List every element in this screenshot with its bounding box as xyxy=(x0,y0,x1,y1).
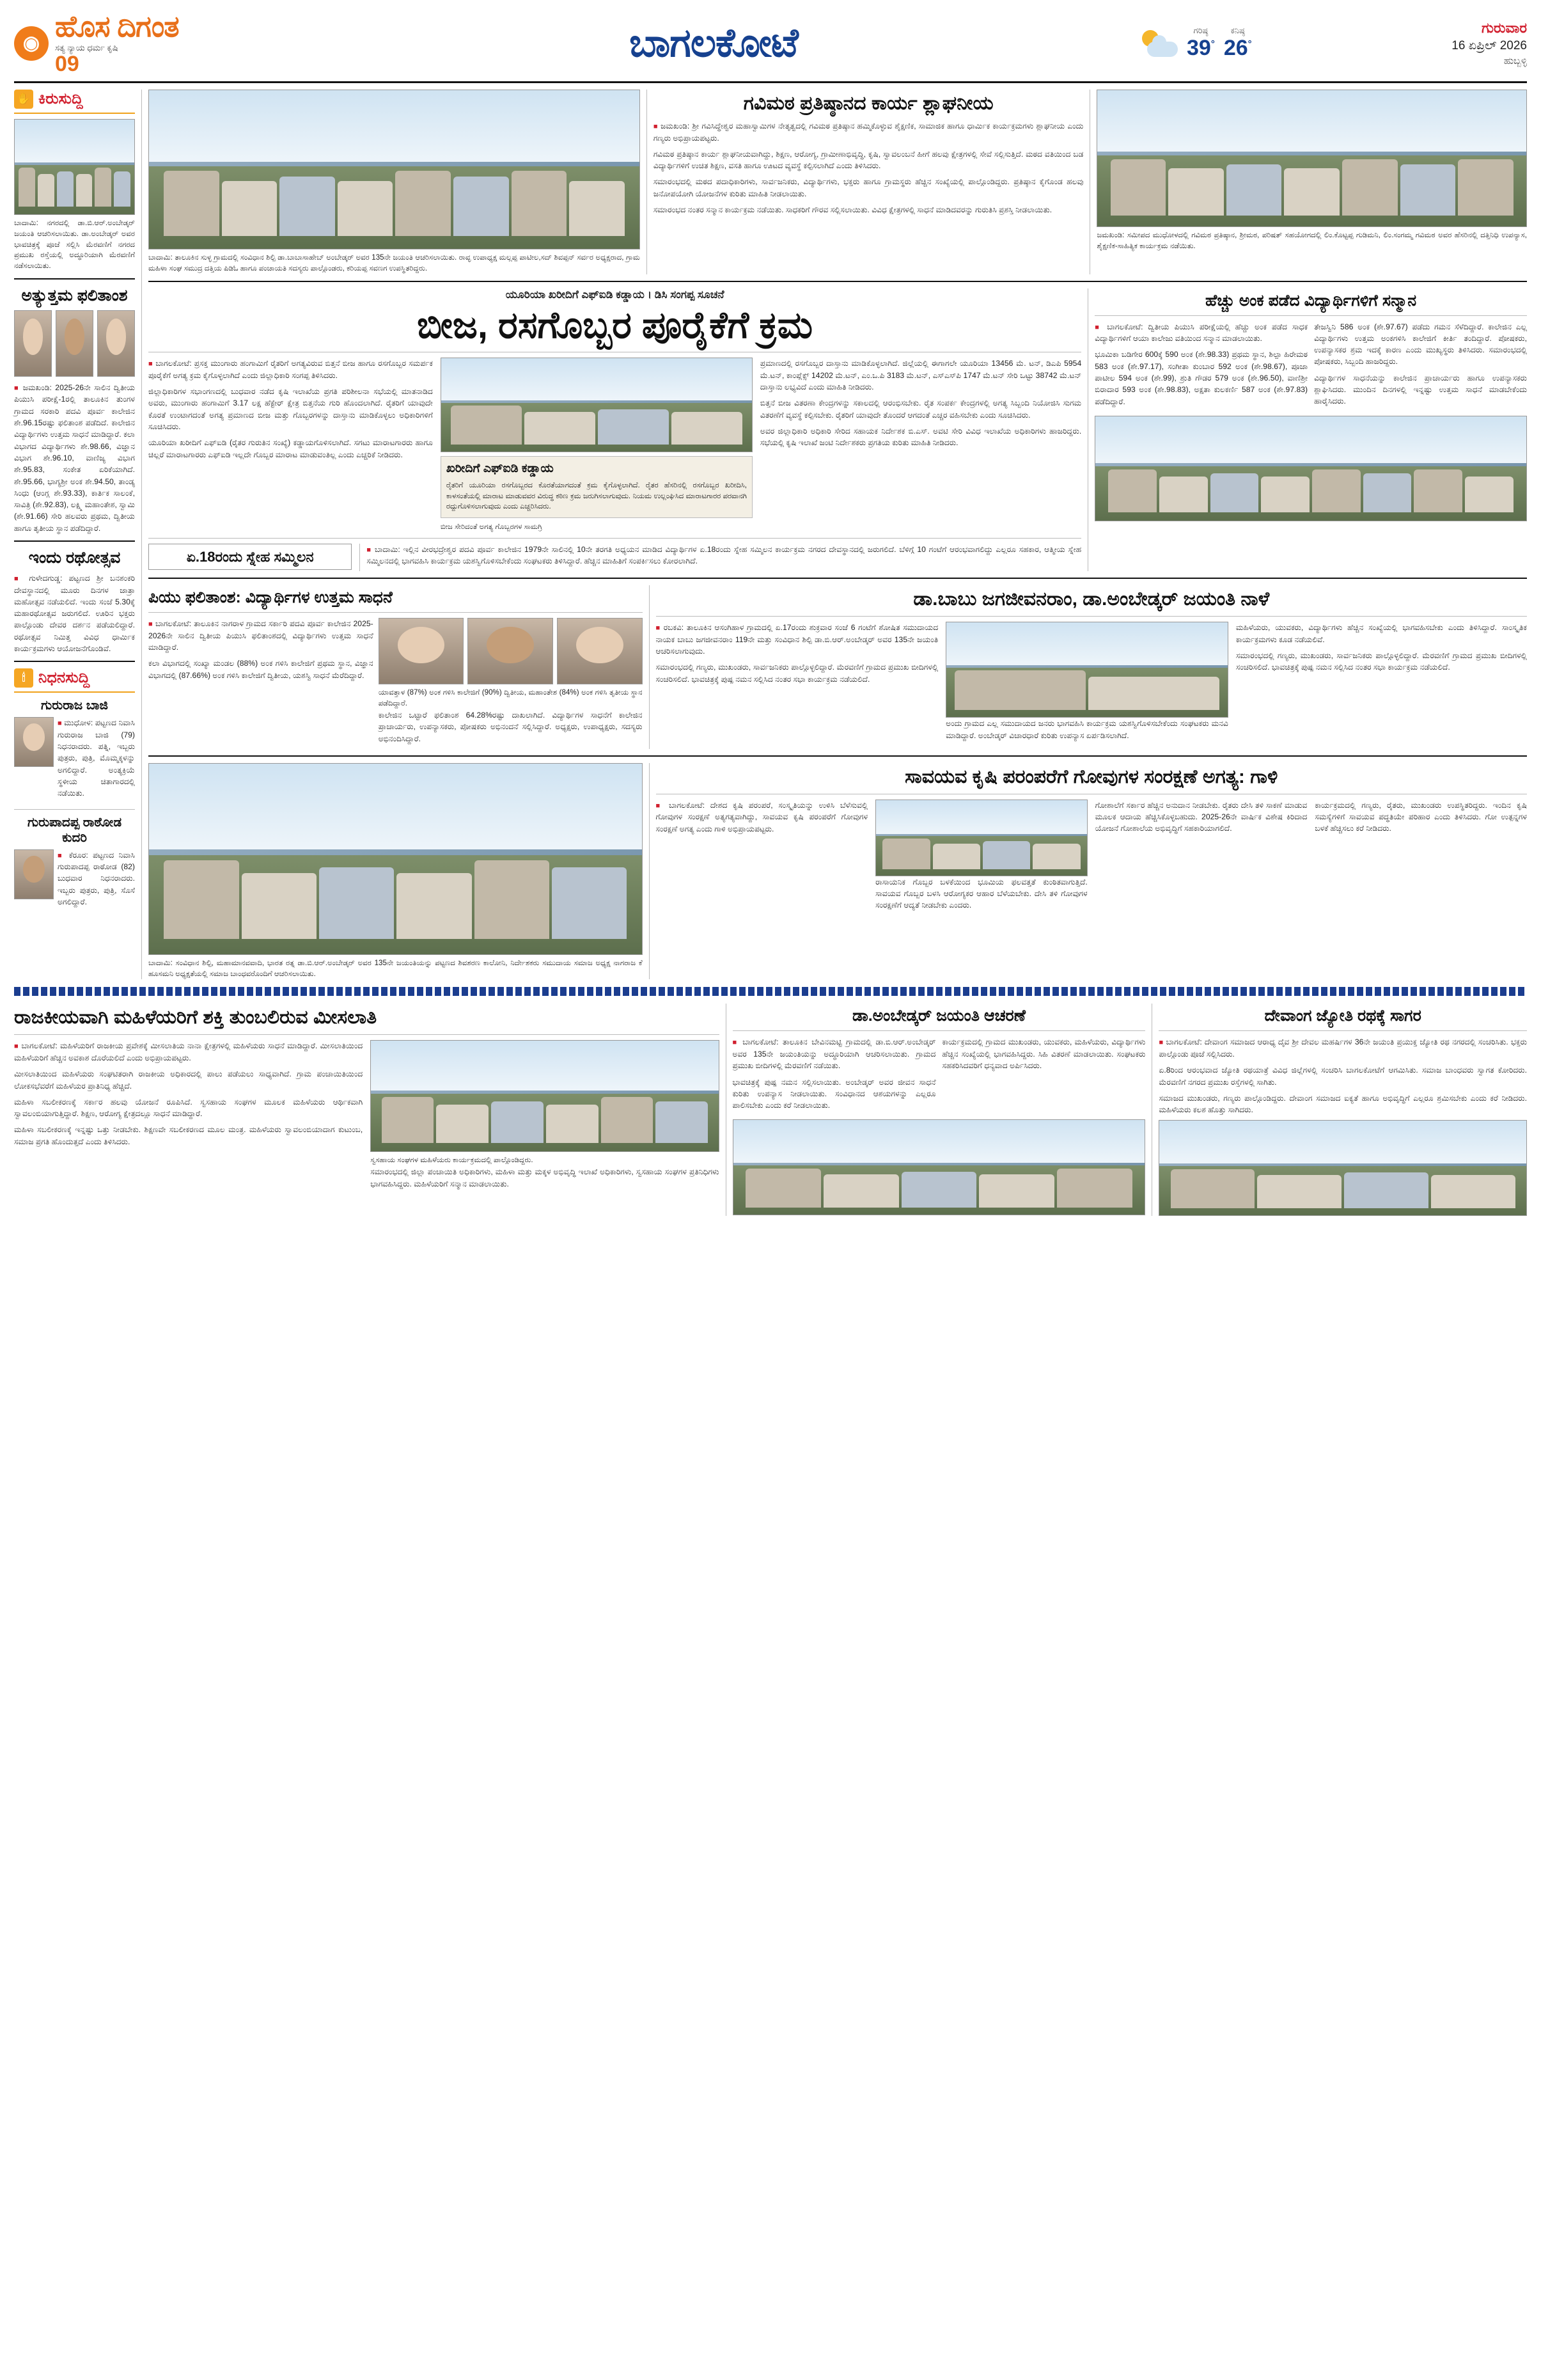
top-photo-caption-2: ಜಮಖಂಡಿ: ಸಮೀಪದ ಮುಧೋಳದಲ್ಲಿ ಗವಿಮಠ ಪ್ರತಿಷ್ಠಾನ, ಶ್ರೀಮಠ, ಪರಿಷತ್ ಸಹಯೋಗದಲ್ಲಿ ಲಿಂ.ಕೊಟ್ಟಪ್ಪ ಗುಡಿಮನಿ, ಲಿಂ.ಸಂಗಮ್ಮ ಗವಿಮಠ ಅವರ ಹೆಸರಿನಲ್ಲಿ ದತ್ತಿನಿಧಿ ಉಪನ್ಯಾಸ, ಶೈಕ್ಷಣಿಕ-ಸಾಹಿತ್ಯಿಕ ಕಾರ್ಯಕ್ರಮ ನಡೆಯಿತು. xyxy=(1097,231,1527,250)
max-temp xyxy=(1187,26,1215,61)
women-reservation-block xyxy=(14,1004,719,1216)
city-name: ಹುಬ್ಬಳ್ಳಿ xyxy=(1503,56,1527,67)
headline-honour: ಹೆಚ್ಚು ಅಂಕ ಪಡೆದ ವಿದ್ಯಾರ್ಥಿಗಳಿಗೆ ಸನ್ಮಾನ xyxy=(1205,291,1417,310)
women-p3: ಮಹಿಳಾ ಸಬಲೀಕರಣಕ್ಕೆ ಸರ್ಕಾರ ಹಲವು ಯೋಜನೆ ರೂಪಿಸಿದೆ. ಸ್ವಸಹಾಯ ಸಂಘಗಳ ಮೂಲಕ ಮಹಿಳೆಯರು ಆರ್ಥಿಕವಾಗಿ ಸ್ವಾವಲಂಬಿಯಾಗುತ್ತಿದ್ದಾರೆ. ಶಿಕ್ಷಣ, ಆರೋಗ್ಯ ಕ್ಷೇತ್ರದಲ್ಲೂ ಸಾಧನೆ ಮಾಡಿದ್ದಾರೆ. xyxy=(14,1097,363,1119)
ratha-text: ■ ಗುಳೇದಗುಡ್ಡ: ಪಟ್ಟಣದ ಶ್ರೀ ಬನಶಂಕರಿ ದೇವಸ್ಥಾನದಲ್ಲಿ ಮೂರು ದಿನಗಳ ಜಾತ್ರಾ ಮಹೋತ್ಸವ ನಡೆಯಲಿದೆ. ಇಂದು ಸಂಜೆ 5.30ಕ್ಕೆ ಮಹಾರಥೋತ್ಸವ ಜರುಗಲಿದೆ. ಊರಿನ ಭಕ್ತರು ಪಾಲ್ಗೊಂಡು ದೇವರ ದರ್ಶನ ಪಡೆಯಲಿದ್ದಾರೆ. ರಥೋತ್ಸವ ನಿಮಿತ್ತ ವಿವಿಧ ಧಾರ್ಮಿಕ ಕಾರ್ಯಕ್ರಮಗಳು ಆಯೋಜನೆಗೊಂಡಿವೆ. xyxy=(14,572,135,654)
main-grid xyxy=(14,90,1527,979)
badge-post: ಸುದ್ದಿ xyxy=(58,90,83,107)
pu-extra: ಕಾಲೇಜಿನ ಒಟ್ಟಾರೆ ಫಲಿತಾಂಶ 64.28%ರಷ್ಟು ದಾಖಲಾಗಿದೆ. ವಿದ್ಯಾರ್ಥಿಗಳ ಸಾಧನೆಗೆ ಕಾಲೇಜಿನ ಪ್ರಾಚಾರ್ಯರು, ಉಪನ್ಯಾಸಕರು, ಪೋಷಕರು ಅಭಿನಂದನೆ ಸಲ್ಲಿಸಿದ್ದಾರೆ. ಅಧ್ಯಕ್ಷರು, ಉಪಾಧ್ಯಕ್ಷರು, ಸದಸ್ಯರು ಅಭಿನಂದಿಸಿದ್ದಾರೆ. xyxy=(378,710,643,743)
gavimath-p1: ■ ಜಮಖಂಡಿ: ಶ್ರೀ ಗವಿಸಿದ್ಧೇಶ್ವರ ಮಹಾಸ್ವಾಮಿಗಳ ನೇತೃತ್ವದಲ್ಲಿ ಗವಿಮಠ ಪ್ರತಿಷ್ಠಾನ ಹಮ್ಮಿಕೊಳ್ಳುವ ಶೈಕ್ಷಣಿಕ, ಸಾಮಾಜಿಕ ಹಾಗೂ ಧಾರ್ಮಿಕ ಕಾರ್ಯಕ್ರಮಗಳು ಶ್ಲಾಘನೀಯ ಎಂದು ಗಣ್ಯರು ಅಭಿಪ್ರಾಯಪಟ್ಟರು. xyxy=(653,120,1084,144)
meeting-title: ಏ.18ರಂದು ಸ್ನೇಹ ಸಮ್ಮಿಲನ xyxy=(148,544,352,571)
main-content xyxy=(148,90,1527,979)
pu-ambedkar-section xyxy=(148,585,1527,748)
lead-headline: ಬೀಜ, ರಸಗೊಬ್ಬರ ಪೂರೈಕೆಗೆ ಕ್ರಮ xyxy=(417,304,813,346)
gavimath-p4: ಸಮಾರಂಭದ ನಂತರ ಸನ್ಮಾನ ಕಾರ್ಯಕ್ರಮ ನಡೆಯಿತು. ಸಾಧಕರಿಗೆ ಗೌರವ ಸಲ್ಲಿಸಲಾಯಿತು. ವಿವಿಧ ಕ್ಷೇತ್ರಗಳಲ್ಲಿ ಸಾಧನೆ ಮಾಡಿದವರನ್ನು ಗುರುತಿಸಿ ಪ್ರಶಸ್ತಿ ನೀಡಲಾಯಿತು. xyxy=(653,205,1052,214)
honour-p1: ■ ಬಾಗಲಕೋಟೆ: ದ್ವಿತೀಯ ಪಿಯುಸಿ ಪರೀಕ್ಷೆಯಲ್ಲಿ ಹೆಚ್ಚು ಅಂಕ ಪಡೆದ ಸಾಧಕ ವಿದ್ಯಾರ್ಥಿಗಳಿಗೆ ಆಯಾ ಕಾಲೇಜು ವತಿಯಿಂದ ಸನ್ಮಾನ ಮಾಡಲಾಯಿತು. xyxy=(1095,321,1308,345)
deity-rath-block xyxy=(1152,1004,1527,1216)
photo-leader-portrait xyxy=(946,622,1228,718)
headline-results: ಅತ್ಯುತ್ತಮ ಫಲಿತಾಂಶ xyxy=(21,286,128,304)
amb-obs-p2: ಭಾವಚಿತ್ರಕ್ಕೆ ಪುಷ್ಪ ನಮನ ಸಲ್ಲಿಸಲಾಯಿತು. ಅಂಬೇಡ್ಕರ್ ಅವರ ಜೀವನ ಸಾಧನೆ ಕುರಿತು ಉಪನ್ಯಾಸ ನೀಡಲಾಯಿತು. ಸಂವಿಧಾನದ ಆಶಯಗಳನ್ನು ಎಲ್ಲರೂ ಪಾಲಿಸಬೇಕು ಎಂದು ಕರೆ ನೀಡಲಾಯಿತು. xyxy=(732,1077,936,1110)
results-text: ■ ಜಮಖಂಡಿ: 2025-26ನೇ ಸಾಲಿನ ದ್ವಿತೀಯ ಪಿಯುಸಿ ಪರೀಕ್ಷೆ-1ರಲ್ಲಿ ತಾಲೂಕಿನ ತುಂಗಳ ಗ್ರಾಮದ ಸರಕಾರಿ ಪದವಿ ಪೂರ್ವ ಕಾಲೇಜಿನ ಶೇ.96.15ರಷ್ಟು ಫಲಿತಾಂಶ ಪಡೆದಿದೆ. ಕಾಲೇಜಿನ ವಿದ್ಯಾರ್ಥಿಗಳು ಉತ್ತಮ ಸಾಧನೆ ಮಾಡಿದ್ದಾರೆ. ಕಲಾ ವಿಭಾಗದ ವಿದ್ಯಾರ್ಥಿಗಳು ಶೇ.98.66, ವಿಜ್ಞಾನ ವಿಭಾಗ ಶೇ.96.10, ವಾಣಿಜ್ಯ ವಿಭಾಗ ಶೇ.95.83, ಸಂಕೇತ ಏರಿಕೆಯಾಗಿದೆ. ಶೇ.95.66, ಭಾಗ್ಯಶ್ರೀ ಅಂಕ ಶೇ.94.50, ತಾಂಡ್ಯ ಸಿಂಧು (ಆಂಗ್ಲ ಶೇ.93.33), ಕಾರ್ತಿಕ ಸಾಲಂಕೆ, ಸಾವಿತ್ರಿ (ಶೇ.92.83), ಲಕ್ಷ್ಮಿ ಮಹಾಂತೇಶ, ಸ್ವಾಮಿ (ಶೇ.91.66) ಸೇರಿ ಹಲವರು ಪ್ರಥಮ, ದ್ವಿತೀಯ ಹಾಗೂ ತೃತೀಯ ಸ್ಥಾನ ಪಡೆದಿದ್ದಾರೆ. xyxy=(14,382,135,534)
amb-p2-dup: ಸಮಾರಂಭದಲ್ಲಿ ಗಣ್ಯರು, ಮುಖಂಡರು, ಸಾರ್ವಜನಿಕರು ಪಾಲ್ಗೊಳ್ಳಲಿದ್ದಾರೆ. ಮೆರವಣಿಗೆ ಗ್ರಾಮದ ಪ್ರಮುಖ ಬೀದಿಗಳಲ್ಲಿ ಸಂಚರಿಸಲಿದೆ. ಭಾವಚಿತ್ರಕ್ಕೆ ಪುಷ್ಪ ನಮನ ಸಲ್ಲಿಸಿದ ನಂತರ ಸಭಾ ಕಾರ್ಯಕ್ರಮ ನಡೆಯಲಿದೆ. xyxy=(1235,650,1527,672)
min-temp xyxy=(1224,26,1252,61)
pullquote-text: ರೈತರಿಗೆ ಯೂರಿಯಾ ರಸಗೊಬ್ಬರದ ಕೊರತೆಯಾಗದಂತೆ ಕ್ರಮ ಕೈಗೊಳ್ಳಲಾಗಿದೆ. ರೈತರ ಹೆಸರಿನಲ್ಲಿ ರಸಗೊಬ್ಬರ ಖರೀದಿಸಿ, ಕಾಳಸಂತೆಯಲ್ಲಿ ಮಾರಾಟ ಮಾಡುವವರ ವಿರುದ್ಧ ಕಠಿಣ ಕ್ರಮ ಜರುಗಿಸಲಾಗುವುದು. ನಿಯಮ ಉಲ್ಲಂಘಿಸಿದ ಮಾರಾಟಗಾರರ ಪರವಾನಗಿ ರದ್ದುಗೊಳಿಸಲಾಗುವುದು ಎಂದು ಎಚ್ಚರಿಸಿದರು. xyxy=(446,482,747,511)
amb-p4: ಮಹಿಳೆಯರು, ಯುವಕರು, ವಿದ್ಯಾರ್ಥಿಗಳು ಹೆಚ್ಚಿನ ಸಂಖ್ಯೆಯಲ್ಲಿ ಭಾಗವಹಿಸಬೇಕು ಎಂದು ತಿಳಿಸಿದ್ದಾರೆ. ಸಾಂಸ್ಕೃತಿಕ ಕಾರ್ಯಕ್ರಮಗಳು ಕೂಡ ನಡೆಯಲಿವೆ. xyxy=(1235,623,1527,644)
mugshot xyxy=(467,618,553,684)
org-p3: ಗೋಶಾಲೆಗೆ ಸರ್ಕಾರ ಹೆಚ್ಚಿನ ಅನುದಾನ ನೀಡಬೇಕು. ರೈತರು ದೇಸಿ ತಳಿ ಸಾಕಣೆ ಮಾಡುವ ಮೂಲಕ ಆದಾಯ ಹೆಚ್ಚಿಸಿಕೊಳ್ಳಬಹುದು. 2025-26ನೇ ವಾರ್ಷಿಕ ವಿಶೇಷ ಕಿರಿದಾದ ಯೋಜನೆ ಗೋಶಾಲೆಯ ಅಭಿವೃದ್ಧಿಗೆ ಸಹಕಾರಿಯಾಗಲಿದೆ. xyxy=(1095,800,1308,833)
meeting-notice xyxy=(148,544,1081,572)
honour-scores: ಭೂಮಿಕಾ ಬಡಿಗೇರ 600ಕ್ಕೆ 590 ಅಂಕ (ಶೇ.98.33) ಪ್ರಥಮ ಸ್ಥಾನ, ಶಿಲ್ಪಾ ಹಿರೇಮಠ 583 ಅಂಕ (ಶೇ.97.17), ಸಂಗೀತಾ ಕುಂಬಾರ 592 ಅಂಕ (ಶೇ.98.67), ಪೂಜಾ ಪಾಟೀಲ 594 ಅಂಕ (ಶೇ.99), ಶ್ರುತಿ ಗೌಡರ 579 ಅಂಕ (ಶೇ.96.50), ವಾಣಿಶ್ರೀ ಬಿರಾದಾರ 593 ಅಂಕ (ಶೇ.98.83), ಅಕ್ಷತಾ ಕುಲಕರ್ಣಿ 587 ಅಂಕ (ಶೇ.97.83) ಪಡೆದಿದ್ದಾರೆ. xyxy=(1095,350,1308,406)
logo-icon: ◉ xyxy=(14,26,49,61)
obit-badge-post: ಸುದ್ದಿ xyxy=(65,669,90,687)
org-p2: ರಾಸಾಯನಿಕ ಗೊಬ್ಬರ ಬಳಕೆಯಿಂದ ಭೂಮಿಯ ಫಲವತ್ತತೆ ಕುಂಠಿತವಾಗುತ್ತಿದೆ. ಸಾವಯವ ಗೊಬ್ಬರ ಬಳಸಿ ಆರೋಗ್ಯಕರ ಆಹಾರ ಬೆಳೆಯಬೇಕು. ದೇಸಿ ತಳಿ ಗೋವುಗಳ ಸಂರಕ್ಷಣೆಗೆ ಆದ್ಯತೆ ನೀಡಬೇಕು ಎಂದರು. xyxy=(875,877,1088,910)
obit-badge-pre: ನಿಧನ xyxy=(38,669,66,687)
women-p5: ಸಮಾರಂಭದಲ್ಲಿ ಜಿಲ್ಲಾ ಪಂಚಾಯಿತಿ ಅಧಿಕಾರಿಗಳು, ಮಹಿಳಾ ಮತ್ತು ಮಕ್ಕಳ ಅಭಿವೃದ್ಧಿ ಇಲಾಖೆ ಅಧಿಕಾರಿಗಳು, ಸ್ವಸಹಾಯ ಸಂಘಗಳ ಪ್ರತಿನಿಧಿಗಳು ಭಾಗವಹಿಸಿದ್ದರು. ಮಹಿಳೆಯರಿಗೆ ಸನ್ಮಾನ ಮಾಡಲಾಯಿತು. xyxy=(370,1167,719,1188)
headline-ambedkar: ಡಾ.ಬಾಬು ಜಗಜೀವನರಾಂ, ಡಾ.ಅಂಬೇಡ್ಕರ್ ಜಯಂತಿ ನಾಳೆ xyxy=(913,588,1270,610)
obituary-portrait-1 xyxy=(14,717,54,767)
big-photo-block xyxy=(148,763,643,980)
obituary-text-1: ■ ಮುಧೋಳ: ಪಟ್ಟಣದ ನಿವಾಸಿ ಗುರುರಾಜ ಬಾಜಿ (79) ನಿಧನರಾದರು. ಪತ್ನಿ, ಇಬ್ಬರು ಪುತ್ರರು, ಪುತ್ರಿ, ಮೊಮ್ಮಕ್ಕಳನ್ನು ಅಗಲಿದ್ದಾರೆ. ಅಂತ್ಯಕ್ರಿಯೆ ಸ್ಥಳೀಯ ಚಿತಾಗಾರದಲ್ಲಿ ನಡೆಯಿತು. xyxy=(58,717,135,799)
honour-tail: ತೇಜಸ್ವಿನಿ 586 ಅಂಕ (ಶೇ.97.67) ಪಡೆದು ಗಮನ ಸೆಳೆದಿದ್ದಾರೆ. ಕಾಲೇಜಿನ ಎಲ್ಲ ವಿದ್ಯಾರ್ಥಿಗಳು ಉತ್ತಮ ಅಂಕಗಳಿಸಿ ಕಾಲೇಜಿಗೆ ಕೀರ್ತಿ ತಂದಿದ್ದಾರೆ. ಪೋಷಕರು, ಉಪನ್ಯಾಸಕರ ಶ್ರಮ ಇದಕ್ಕೆ ಕಾರಣ ಎಂದು ಮುಖ್ಯಸ್ಥರು ತಿಳಿಸಿದರು. ಸಮಾರಂಭದಲ್ಲಿ ಪೋಷಕರು, ಸಿಬ್ಬಂದಿ ಹಾಜರಿದ್ದರು. xyxy=(1314,322,1527,366)
section-divider-band xyxy=(14,987,1527,996)
meeting-text: ■ ಬಾದಾಮಿ: ಇಲ್ಲಿನ ವೀರಭದ್ರೇಶ್ವರ ಪದವಿ ಪೂರ್ವ ಕಾಲೇಜಿನ 1979ನೇ ಸಾಲಿನಲ್ಲಿ 10ನೇ ತರಗತಿ ಅಧ್ಯಯನ ಮಾಡಿದ ವಿದ್ಯಾರ್ಥಿಗಳ ಏ.18ರಂದು ಸ್ನೇಹ ಸಮ್ಮಿಲನ ಕಾರ್ಯಕ್ರಮ ನಗರದ ದೇವಸ್ಥಾನದಲ್ಲಿ ಜರುಗಲಿದೆ. ಬೆಳಿಗ್ಗೆ 10 ಗಂಟೆಗೆ ಆರಂಭವಾಗಲಿದ್ದು ಎಲ್ಲರೂ ಸಹಕಾರ, ಆತ್ಮೀಯ ಸ್ನೇಹ ಸಮ್ಮಿಲನದಲ್ಲಿ ಭಾಗವಹಿಸಿ ಕಾರ್ಯಕ್ರಮ ಯಶಸ್ವಿಗೊಳಿಸಬೇಕೆಂದು ಸಂಘಟಕರು ತಿಳಿಸಿದ್ದಾರೆ. ಹೆಚ್ಚಿನ ಮಾಹಿತಿಗೆ ಸಂಪರ್ಕಿಸಲು ಕೋರಲಾಗಿದೆ. xyxy=(366,544,1081,567)
masthead xyxy=(14,12,1527,83)
badge-pre: ಕಿರು xyxy=(38,90,59,107)
hand-icon: ✋ xyxy=(14,90,33,109)
lead-eyebrow: ಯೂರಿಯಾ ಖರೀದಿಗೆ ಎಫ್‌ಐಡಿ ಕಡ್ಡಾಯ । ಡಿಸಿ ಸಂಗಪ್ಪ ಸೂಚನೆ xyxy=(505,288,724,301)
obituary-name-2: ಗುರುಪಾದಪ್ಪ ರಾಠೋಡ ಕುದರಿ xyxy=(27,815,122,845)
lead-p6: ಅವರ ಜಿಲ್ಲಾಧಿಕಾರಿ ಅಧಿಕಾರಿ ಸೇರಿದ ಸಹಾಯಕ ನಿರ್ದೇಶಕ ಬಿ.ಎಸ್. ಅವಟಿ ಸೇರಿ ವಿವಿಧ ಇಲಾಖೆಯ ಅಧಿಕಾರಿಗಳು ಹಾಜರಿದ್ದರು. ಸಭೆಯಲ್ಲಿ ಕೃಷಿ ಇಲಾಖೆ ಜಂಟಿ ನಿರ್ದೇಶಕರು ಪ್ರಗತಿಯ ಕುರಿತು ಮಾಹಿತಿ ನೀಡಿದರು. xyxy=(760,426,1082,448)
top-story-block xyxy=(646,90,1084,274)
mugshot xyxy=(97,310,135,377)
deity-p3: ಸಮಾಜದ ಮುಖಂಡರು, ಗಣ್ಯರು ಪಾಲ್ಗೊಂಡಿದ್ದರು. ದೇವಾಂಗ ಸಮಾಜದ ಐಕ್ಯತೆ ಹಾಗೂ ಅಭಿವೃದ್ಧಿಗೆ ಎಲ್ಲರೂ ಶ್ರಮಿಸಬೇಕು ಎಂದು ಕರೆ ನೀಡಿದರು. ಮಹಿಳೆಯರು ಕಲಶ ಹೊತ್ತು ಸಾಗಿದರು. xyxy=(1159,1093,1527,1115)
bottom-section xyxy=(14,1004,1527,1216)
photo-ambedkar-celebration xyxy=(148,763,643,955)
big-photo-caption: ಬಾದಾಮಿ: ಸಂವಿಧಾನ ಶಿಲ್ಪಿ, ಮಹಾಮಾನವವಾದಿ, ಭಾರತ ರತ್ನ ಡಾ.ಬಿ.ಆರ್.ಅಂಬೇಡ್ಕರ್ ಅವರ 135ನೇ ಜಯಂತಿಯನ್ನು ಪಟ್ಟಣದ ಶಿವಶರಣ ಕಾಲೋನಿ, ನಿರ್ದೇಶಕರು ಸಮುದಾಯ ಸಮಾಜ ಅಧ್ಯಕ್ಷ ನಾಗರಾಜ ಕೆ ಹೂಸಮನಿ ಅಧ್ಯಕ್ಷತೆಯಲ್ಲಿ ಸಮಾಜ ಬಾಂಧವರೊಂದಿಗೆ ಆಚರಿಸಲಾಯಿತು. xyxy=(148,958,643,978)
obituary-text-2: ■ ಕೆರೂರ: ಪಟ್ಟಣದ ನಿವಾಸಿ ಗುರುಪಾದಪ್ಪ ರಾಠೋಡ (82) ಬುಧವಾರ ನಿಧನರಾದರು. ಇಬ್ಬರು ಪುತ್ರರು, ಪುತ್ರಿ, ಸೊಸೆ ಅಗಲಿದ್ದಾರೆ. xyxy=(58,849,135,908)
headline-ratha: ಇಂದು ರಥೋತ್ಸವ xyxy=(28,549,121,567)
amb-p3: ಅಂದು ಗ್ರಾಮದ ಎಲ್ಲ ಸಮುದಾಯದ ಜನರು ಭಾಗವಹಿಸಿ ಕಾರ್ಯಕ್ರಮ ಯಶಸ್ವಿಗೊಳಿಸಬೇಕೆಂದು ಸಂಘಟಕರು ಮನವಿ ಮಾಡಿದ್ದಾರೆ. ಅಂಬೇಡ್ಕರ್ ವಿಚಾರಧಾರೆ ಕುರಿತು ಉಪನ್ಯಾಸ ಏರ್ಪಡಿಸಲಾಗಿದೆ. xyxy=(946,719,1228,740)
org-p4: ಕಾರ್ಯಕ್ರಮದಲ್ಲಿ ಗಣ್ಯರು, ರೈತರು, ಮುಖಂಡರು ಉಪಸ್ಥಿತರಿದ್ದರು. ಇಂದಿನ ಕೃಷಿ ಸಮಸ್ಯೆಗಳಿಗೆ ಸಾವಯವ ಪದ್ಧತಿಯೇ ಪರಿಹಾರ ಎಂದು ತಿಳಿಸಿದರು. ಗೋ ಉತ್ಪನ್ನಗಳ ಬಳಕೆ ಹೆಚ್ಚಿಸಲು ಕರೆ ನೀಡಿದರು. xyxy=(1315,800,1527,833)
lead-body xyxy=(148,358,1081,532)
deity-p1: ■ ಬಾಗಲಕೋಟೆ: ದೇವಾಂಗ ಸಮಾಜದ ಆರಾಧ್ಯ ದೈವ ಶ್ರೀ ದೇವಲ ಮಹರ್ಷಿಗಳ 36ನೇ ಜಯಂತಿ ಪ್ರಯುಕ್ತ ಜ್ಯೋತಿ ರಥ ನಗರದಲ್ಲಿ ಸಂಚರಿಸಿತು. ಭಕ್ತರು ಪಾಲ್ಗೊಂಡು ಪೂಜೆ ಸಲ್ಲಿಸಿದರು. xyxy=(1159,1036,1527,1060)
amb-obs-p1: ■ ಬಾಗಲಕೋಟೆ: ತಾಲೂಕಿನ ಬೇವಿನಮಟ್ಟಿ ಗ್ರಾಮದಲ್ಲಿ ಡಾ.ಬಿ.ಆರ್.ಅಂಬೇಡ್ಕರ್ ಅವರ 135ನೇ ಜಯಂತಿಯನ್ನು ಅದ್ಧೂರಿಯಾಗಿ ಆಚರಿಸಲಾಯಿತು. ಗ್ರಾಮದ ಪ್ರಮುಖ ಬೀದಿಗಳಲ್ಲಿ ಮೆರವಣಿಗೆ ನಡೆಯಿತು. xyxy=(733,1036,936,1071)
weekday: ಗುರುವಾರ xyxy=(1481,20,1527,36)
photo-village-celebration xyxy=(733,1119,1146,1215)
brief-news-badge xyxy=(14,90,135,114)
photo-women-meeting xyxy=(370,1040,719,1152)
organic-section xyxy=(148,763,1527,980)
pu-p1: ■ ಬಾಗಲಕೋಟೆ: ತಾಲೂಕಿನ ನಾಗರಾಳ ಗ್ರಾಮದ ಸರ್ಕಾರಿ ಪದವಿ ಪೂರ್ವ ಕಾಲೇಜಿನ 2025-2026ನೇ ಸಾಲಿನ ದ್ವಿತೀಯ ಪಿಯುಸಿ ಫಲಿತಾಂಶದಲ್ಲಿ ವಿದ್ಯಾರ್ಥಿಗಳು ಉತ್ತಮ ಸಾಧನೆ ಮಾಡಿದ್ದಾರೆ. xyxy=(148,618,373,653)
pu-mug-captions: ಯಾವತ್ತಾಳ (87%) ಅಂಕ ಗಳಿಸಿ ಕಾಲೇಜಿಗೆ (90%) ದ್ವಿತೀಯ, ಮಹಾಂತೇಶ (84%) ಅಂಕ ಗಳಿಸಿ ತೃತೀಯ ಸ್ಥಾನ ಪಡೆದಿದ್ದಾರೆ. xyxy=(378,688,643,708)
lead-p3: ಯೂರಿಯಾ ಖರೀದಿಗೆ ಎಫ್‌ಐಡಿ (ರೈತರ ಗುರುತಿನ ಸಂಖ್ಯೆ) ಕಡ್ಡಾಯಗೊಳಿಸಲಾಗಿದೆ. ಸಗಟು ಮಾರಾಟಗಾರರು ಹಾಗೂ ಚಿಲ್ಲರೆ ಮಾರಾಟಗಾರರು ಎಫ್‌ಐಡಿ ಇಲ್ಲದೇ ಗೊಬ್ಬರ ಮಾರಾಟ ಮಾಡುವಂತಿಲ್ಲ ಎಂದು ಎಚ್ಚರಿಕೆ ನೀಡಿದರು. xyxy=(148,438,433,459)
mugshot xyxy=(14,310,52,377)
women-p2: ಮೀಸಲಾತಿಯಿಂದ ಮಹಿಳೆಯರು ಸಂಘಟಿತರಾಗಿ ರಾಜಕೀಯ ಅಧಿಕಾರದಲ್ಲಿ ಪಾಲು ಪಡೆಯಲು ಸಾಧ್ಯವಾಗಿದೆ. ಗ್ರಾಮ ಪಂಚಾಯಿತಿಯಿಂದ ಲೋಕಸಭೆವರೆಗೆ ಮಹಿಳೆಯರ ಪ್ರಾತಿನಿಧ್ಯ ಹೆಚ್ಚಿದೆ. xyxy=(14,1069,363,1091)
publication-name: ಹೊಸ ದಿಗಂತ xyxy=(55,10,179,43)
min-temp-label: ಕನಿಷ್ಠ xyxy=(1230,26,1245,35)
date-block xyxy=(1361,20,1527,67)
honour-p2: ವಿದ್ಯಾರ್ಥಿಗಳ ಸಾಧನೆಯನ್ನು ಕಾಲೇಜಿನ ಪ್ರಾಚಾರ್ಯರು ಹಾಗೂ ಉಪನ್ಯಾಸಕರು ಶ್ಲಾಘಿಸಿದರು. ಮುಂದಿನ ದಿನಗಳಲ್ಲಿ ಇನ್ನಷ್ಟು ಉತ್ತಮ ಸಾಧನೆ ಮಾಡಬೇಕೆಂದು ಹಾರೈಸಿದರು. xyxy=(1314,373,1527,406)
pullquote-title: ಖರೀದಿಗೆ ಎಫ್‌ಐಡಿ ಕಡ್ಡಾಯ xyxy=(446,462,554,476)
degree-symbol: ° xyxy=(1210,38,1215,50)
publication-date: 16 ಏಪ್ರಿಲ್ 2026 xyxy=(1451,39,1527,52)
top-photo-block-2 xyxy=(1090,90,1527,274)
photo-dc-meeting xyxy=(441,358,753,452)
women-p1: ■ ಬಾಗಲಕೋಟೆ: ಮಹಿಳೆಯರಿಗೆ ರಾಜಕೀಯ ಪ್ರವೇಶಕ್ಕೆ ಮೀಸಲಾತಿಯ ನಾನಾ ಕ್ಷೇತ್ರಗಳಲ್ಲಿ ಮಹಿಳೆಯರು ಸಾಧನೆ ಮಾಡಿದ್ದಾರೆ. ಮೀಸಲಾತಿಯಿಂದ ಮಹಿಳೆಯರಿಗೆ ಹೆಚ್ಚಿನ ಅವಕಾಶ ದೊರೆಯಲಿದೆ ಎಂದು ಅಭಿಪ್ರಾಯಪಟ್ಟರು. xyxy=(14,1040,363,1064)
max-temp-value: 39 xyxy=(1187,36,1211,60)
photo-farmers xyxy=(875,800,1088,876)
org-p1: ■ ಬಾಗಲಕೋಟೆ: ದೇಶದ ಕೃಷಿ ಪರಂಪರೆ, ಸಂಸ್ಕೃತಿಯನ್ನು ಉಳಿಸಿ ಬೆಳೆಸುವಲ್ಲಿ ಗೋವುಗಳ ಸಂರಕ್ಷಣೆ ಅತ್ಯಗತ್ಯವಾಗಿದ್ದು, ಸಾವಯವ ಕೃಷಿ ಪರಂಪರೆಗೆ ಗೋವುಗಳ ಸಂರಕ್ಷಣೆ ಅಗತ್ಯ ಎಂದು ಗಾಳಿ ಅಭಿಪ್ರಾಯಪಟ್ಟರು. xyxy=(656,800,868,835)
publication-logo xyxy=(14,12,289,75)
lead-p2: ಜಿಲ್ಲಾಧಿಕಾರಿಗಳ ಸಭಾಂಗಣದಲ್ಲಿ ಬುಧವಾರ ನಡೆದ ಕೃಷಿ ಇಲಾಖೆಯ ಪ್ರಗತಿ ಪರಿಶೀಲನಾ ಸಭೆಯಲ್ಲಿ ಮಾತನಾಡಿದ ಅವರು, ಮುಂಗಾರು ಹಂಗಾಮಿಗೆ 3.17 ಲಕ್ಷ ಹೆಕ್ಟೇರ್ ಕ್ಷೇತ್ರ ಬಿತ್ತನೆಯ ಗುರಿ ಹೊಂದಲಾಗಿದೆ. ರೈತರಿಗೆ ಯಾವುದೇ ಕೊರತೆ ಉಂಟಾಗದಂತೆ ಅಗತ್ಯ ಪ್ರಮಾಣದ ಬೀಜ ಮತ್ತು ಗೊಬ್ಬರಗಳನ್ನು ದಾಸ್ತಾನು ಮಾಡಿಕೊಳ್ಳಲು ಅಧಿಕಾರಿಗಳಿಗೆ ಸೂಚಿಸಿದರು. xyxy=(148,387,433,432)
obituary-name-1: ಗುರುರಾಜ ಬಾಜಿ xyxy=(41,698,108,713)
lead-col-3 xyxy=(760,358,1081,532)
lead-p4: ಪ್ರಮಾಣದಲ್ಲಿ ರಸಗೊಬ್ಬರ ದಾಸ್ತಾನು ಮಾಡಿಕೊಳ್ಳಲಾಗಿದೆ. ಜಿಲ್ಲೆಯಲ್ಲಿ ಈಗಾಗಲೇ ಯೂರಿಯಾ 13456 ಮೆ. ಟನ್, ಡಿಎಪಿ 5954 ಮೆ.ಟನ್, ಕಾಂಪ್ಲೆಕ್ಸ್ 14202 ಮೆ.ಟನ್, ಎಂ.ಒ.ಪಿ 3183 ಮೆ.ಟನ್, ಎಸ್‌ಎಸ್‌ಪಿ 1747 ಮೆ.ಟನ್ ಸೇರಿ ಒಟ್ಟು 38742 ಮೆ.ಟನ್ ದಾಸ್ತಾನು ಲಭ್ಯವಿದೆ ಎಂದು ಮಾಹಿತಿ ನೀಡಿದರು. xyxy=(760,359,1082,391)
top-section xyxy=(148,90,1527,274)
pu-result-block xyxy=(148,585,643,748)
top-photo-block xyxy=(148,90,640,274)
women-photo-caption: ಸ್ವಸಹಾಯ ಸಂಘಗಳ ಮಹಿಳೆಯರು ಕಾರ್ಯಕ್ರಮದಲ್ಲಿ ಪಾಲ್ಗೊಂಡಿದ್ದರು. xyxy=(370,1156,533,1165)
student-mugshots xyxy=(14,310,135,377)
page-number: 09 xyxy=(55,52,79,76)
publication-tagline: ಸತ್ಯ ನ್ಯಾಯ ಧರ್ಮ ಕೃಷಿ xyxy=(55,43,118,52)
pu-mugshots xyxy=(379,618,643,684)
headline-pu: ಪಿಯು ಫಲಿತಾಂಶ: ವಿದ್ಯಾರ್ಥಿಗಳ ಉತ್ತಮ ಸಾಧನೆ xyxy=(148,588,393,607)
organic-block xyxy=(649,763,1527,980)
photo-jyothi-rath xyxy=(1159,1120,1527,1216)
amb-obs-p3: ಕಾರ್ಯಕ್ರಮದಲ್ಲಿ ಗ್ರಾಮದ ಮುಖಂಡರು, ಯುವಕರು, ಮಹಿಳೆಯರು, ವಿದ್ಯಾರ್ಥಿಗಳು ಹೆಚ್ಚಿನ ಸಂಖ್ಯೆಯಲ್ಲಿ ಭಾಗವಹಿಸಿದ್ದರು. ಸಿಹಿ ವಿತರಣೆ ಮಾಡಲಾಯಿತು. ಸಂಘಟಕರು ಸಹಕರಿಸಿದವರಿಗೆ ಧನ್ಯವಾದ ಅರ್ಪಿಸಿದರು. xyxy=(942,1037,1146,1071)
photo-jayanti-sulla xyxy=(148,90,640,249)
max-temp-label: ಗರಿಷ್ಠ xyxy=(1193,26,1209,35)
mugshot xyxy=(379,618,464,684)
obituary-badge xyxy=(14,668,135,693)
photo-caption-1: ಬಾದಾಮಿ: ನಗರದಲ್ಲಿ ಡಾ.ಬಿ.ಆರ್.ಅಂಬೇಡ್ಕರ್ ಜಯಂತಿ ಆಚರಿಸಲಾಯಿತು. ಡಾ.ಅಂಬೇಡ್ಕರ್ ಅವರ ಭಾವಚಿತ್ರಕ್ಕೆ ಪೂಜೆ ಸಲ್ಲಿಸಿ ಮೆರವಣಿಗೆ ನಗರದ ಪ್ರಮುಖ ರಸ್ತೆಯಲ್ಲಿ ಅದ್ಧೂರಿಯಾಗಿ ಮೆರವಣಿಗೆ ನಡೆಸಲಾಯಿತು. xyxy=(14,219,135,271)
amb-p2: ಸಮಾರಂಭದಲ್ಲಿ ಗಣ್ಯರು, ಮುಖಂಡರು, ಸಾರ್ವಜನಿಕರು ಪಾಲ್ಗೊಳ್ಳಲಿದ್ದಾರೆ. ಮೆರವಣಿಗೆ ಗ್ರಾಮದ ಪ್ರಮುಖ ಬೀದಿಗಳಲ್ಲಿ ಸಂಚರಿಸಲಿದೆ. ಭಾವಚಿತ್ರಕ್ಕೆ ಪುಷ್ಪ ನಮನ ಸಲ್ಲಿಸಿದ ನಂತರ ಸಭಾ ಕಾರ್ಯಕ್ರಮ ನಡೆಯಲಿದೆ. xyxy=(655,663,939,684)
lead-col-1 xyxy=(148,358,433,532)
lamp-icon: 🕯 xyxy=(14,668,33,688)
women-p4: ಮಹಿಳಾ ಸಬಲೀಕರಣಕ್ಕೆ ಇನ್ನಷ್ಟು ಒತ್ತು ನೀಡಬೇಕು. ಶಿಕ್ಷಣವೇ ಸಬಲೀಕರಣದ ಮೂಲ ಮಂತ್ರ. ಮಹಿಳೆಯರು ಸ್ವಾವಲಂಬಿಯಾದಾಗ ಕುಟುಂಬ, ಸಮಾಜ ಪ್ರಗತಿ ಹೊಂದುತ್ತದೆ ಎಂದು ತಿಳಿಸಿದರು. xyxy=(14,1125,363,1146)
weather-widget xyxy=(1138,26,1349,61)
ambedkar-observance-block xyxy=(726,1004,1146,1216)
lead-section xyxy=(148,288,1527,572)
min-temp-value: 26 xyxy=(1223,36,1248,60)
mugshot xyxy=(557,618,643,684)
photo-procession xyxy=(14,119,135,215)
headline-amb-observance: ಡಾ.ಅಂಬೇಡ್ಕರ್ ಜಯಂತಿ ಆಚರಣೆ xyxy=(852,1007,1026,1025)
mugshot xyxy=(56,310,93,377)
obituary-portrait-2 xyxy=(14,849,54,899)
deity-p2: ಏ.8ರಿಂದ ಆರಂಭವಾದ ಜ್ಯೋತಿ ರಥಯಾತ್ರೆ ವಿವಿಧ ಜಿಲ್ಲೆಗಳಲ್ಲಿ ಸಂಚರಿಸಿ ಬಾಗಲಕೋಟೆಗೆ ಆಗಮಿಸಿತು. ಸಮಾಜ ಬಾಂಧವರು ಸ್ವಾಗತ ಕೋರಿದರು. ಮೆರವಣಿಗೆ ನಗರದ ಪ್ರಮುಖ ರಸ್ತೆಗಳಲ್ಲಿ ಸಾಗಿತು. xyxy=(1159,1066,1527,1087)
pullquote-box xyxy=(441,456,753,517)
headline-women: ರಾಜಕೀಯವಾಗಿ ಮಹಿಳೆಯರಿಗೆ ಶಕ್ತಿ ತುಂಬಲಿರುವ ಮೀಸಲಾತಿ xyxy=(14,1007,377,1028)
headline-organic: ಸಾವಯವ ಕೃಷಿ ಪರಂಪರೆಗೆ ಗೋವುಗಳ ಸಂರಕ್ಷಣೆ ಅಗತ್ಯ: ಗಾಳಿ xyxy=(905,766,1278,787)
lead-p1: ■ ಬಾಗಲಕೋಟೆ: ಪ್ರಸಕ್ತ ಮುಂಗಾರು ಹಂಗಾಮಿಗೆ ರೈತರಿಗೆ ಅಗತ್ಯವಿರುವ ಬಿತ್ತನೆ ಬೀಜ ಹಾಗೂ ರಸಗೊಬ್ಬರ ಸಮರ್ಪಕ ಪೂರೈಕೆಗೆ ಅಗತ್ಯ ಕ್ರಮ ಕೈಗೊಳ್ಳಲಾಗಿದೆ ಎಂದು ಜಿಲ್ಲಾಧಿಕಾರಿ ಸಂಗಪ್ಪ ತಿಳಿಸಿದರು. xyxy=(148,358,433,381)
lead-col-2 xyxy=(441,358,753,532)
ambedkar-block xyxy=(649,585,1527,748)
headline-gavimath: ಗವಿಮಠ ಪ್ರತಿಷ್ಠಾನದ ಕಾರ್ಯ ಶ್ಲಾಘನೀಯ xyxy=(743,93,994,114)
degree-symbol-2: ° xyxy=(1248,38,1252,50)
headline-deity: ದೇವಾಂಗ ಜ್ಯೋತಿ ರಥಕ್ಕೆ ಸಾಗರ xyxy=(1264,1007,1421,1025)
photo-felicitation xyxy=(1095,416,1527,521)
pu-stats: ಕಲಾ ವಿಭಾಗದಲ್ಲಿ ಸಂಖ್ಯಾ ಮಂಡಲ (88%) ಅಂಕ ಗಳಿಸಿ ಕಾಲೇಜಿಗೆ ಪ್ರಥಮ ಸ್ಥಾನ, ವಿಜ್ಞಾನ ವಿಭಾಗದಲ್ಲಿ (87.66%) ಅಂಕ ಗಳಿಸಿ ಕಾಲೇಜಿಗೆ ದ್ವಿತೀಯ, ಯಶಸ್ವಿ ಸಾಧನೆ ಮೆರೆದಿದ್ದಾರೆ. xyxy=(148,659,373,680)
lead-box-caption: ಬೀಜ ಸೇರಿದಂತೆ ಅಗತ್ಯ ಗೊಬ್ಬರಗಳ ಸಾಮಗ್ರಿ xyxy=(440,522,542,531)
right-column xyxy=(1088,288,1527,572)
photo-mudhol-event xyxy=(1097,90,1527,227)
lead-p5: ಬಿತ್ತನೆ ಬೀಜ ವಿತರಣಾ ಕೇಂದ್ರಗಳನ್ನು ಸಕಾಲದಲ್ಲಿ ಆರಂಭಿಸಬೇಕು. ರೈತ ಸಂಪರ್ಕ ಕೇಂದ್ರಗಳಲ್ಲಿ ಅಗತ್ಯ ಸಿಬ್ಬಂದಿ ನಿಯೋಜಿಸಿ ಸುಗಮ ವಿತರಣೆಗೆ ವ್ಯವಸ್ಥೆ ಕಲ್ಪಿಸಬೇಕು. ರೈತರಿಗೆ ಯಾವುದೇ ತೊಂದರೆ ಆಗದಂತೆ ಎಚ್ಚರ ವಹಿಸಬೇಕು ಎಂದು ಸೂಚಿಸಿದರು. xyxy=(760,398,1082,420)
lead-story xyxy=(148,288,1081,572)
sun-cloud-icon xyxy=(1138,29,1178,58)
left-sidebar xyxy=(14,90,142,979)
amb-p1: ■ ರಬಕವಿ: ತಾಲೂಕಿನ ಆಸಂಗಿಹಾಳ ಗ್ರಾಮದಲ್ಲಿ ಏ.17ರಂದು ಶುಕ್ರವಾರ ಸಂಜೆ 6 ಗಂಟೆಗೆ ಶೋಷಿತ ಸಮುದಾಯದ ನಾಯಕ ಬಾಬು ಜಗಜೀವನರಾಂ 119ನೇ ಮತ್ತು ಸಂವಿಧಾನ ಶಿಲ್ಪಿ ಡಾ.ಬಿ.ಆರ್.ಅಂಬೇಡ್ಕರ್ ಅವರ 135ನೇ ಜಯಂತಿ ಆಚರಿಸಲಾಗುವುದು. xyxy=(656,622,939,657)
top-photo-caption: ಬಾದಾಮಿ: ತಾಲೂಕಿನ ಸುಳ್ಳ ಗ್ರಾಮದಲ್ಲಿ ಸಂವಿಧಾನ ಶಿಲ್ಪಿ ಡಾ.ಬಾಬಾಸಾಹೇಬ್ ಅಂಬೇಡ್ಕರ್ ಅವರ 135ನೇ ಜಯಂತಿ ಆಚರಿಸಲಾಯಿತು. ರಾವ್ಳ ಉಪಾಧ್ಯಕ್ಷ ಮಲ್ಲಪ್ಪ ಪಾಟೀಲ,ಸದ್ ಶಿವಪ್ಪನ್ ಸರ್ವರ ಅಧ್ಯಕ್ಷರಾದ, ಗ್ರಾಮ ಮಹಿಳಾ ಸಂಘ ಸಮುದ್ರ ದತ್ತಿಯ ಪಿಡಿಓ ಹಾಗೂ ಪಂಚಾಯತಿ ಸದಸ್ಯರು ಪಾಲ್ಗೊಂಡರು, ಕರಿಯಪ್ಪ ಸವಣಗ ಉಪಸ್ಥಿತರಿದ್ದರು. xyxy=(148,253,640,272)
gavimath-p2: ಗವಿಮಠ ಪ್ರತಿಷ್ಠಾನ ಕಾರ್ಯ ಶ್ಲಾಘನೀಯವಾಗಿದ್ದು, ಶಿಕ್ಷಣ, ಆರೋಗ್ಯ, ಗ್ರಾಮೀಣಾಭಿವೃದ್ಧಿ, ಕೃಷಿ, ಸ್ವಾವಲಂಬನೆ ಹೀಗೆ ಹಲವು ಕ್ಷೇತ್ರಗಳಲ್ಲಿ ಸೇವೆ ಸಲ್ಲಿಸುತ್ತಿದೆ. ಮಠದ ವತಿಯಿಂದ ಬಡ ವಿದ್ಯಾರ್ಥಿಗಳಿಗೆ ಉಚಿತ ಶಿಕ್ಷಣ, ವಸತಿ ಹಾಗೂ ಊಟದ ವ್ಯವಸ್ಥೆ ಕಲ್ಪಿಸಲಾಗಿದೆ ಎಂದು ತಿಳಿಸಿದರು. xyxy=(653,149,1084,171)
gavimath-p3: ಸಮಾರಂಭದಲ್ಲಿ ಮಠದ ಪದಾಧಿಕಾರಿಗಳು, ಸಾರ್ವಜನಿಕರು, ವಿದ್ಯಾರ್ಥಿಗಳು, ಭಕ್ತರು ಹಾಗೂ ಗ್ರಾಮಸ್ಥರು ಹೆಚ್ಚಿನ ಸಂಖ್ಯೆಯಲ್ಲಿ ಪಾಲ್ಗೊಂಡಿದ್ದರು. ಪ್ರತಿಷ್ಠಾನ ಕೈಗೊಂಡ ಹಲವು ಜನೋಪಯೋಗಿ ಯೋಜನೆಗಳ ಕುರಿತು ಮಾಹಿತಿ ನೀಡಲಾಯಿತು. xyxy=(653,177,1084,198)
edition-title: ಬಾಗಲಕೋಟೆ xyxy=(629,20,798,65)
